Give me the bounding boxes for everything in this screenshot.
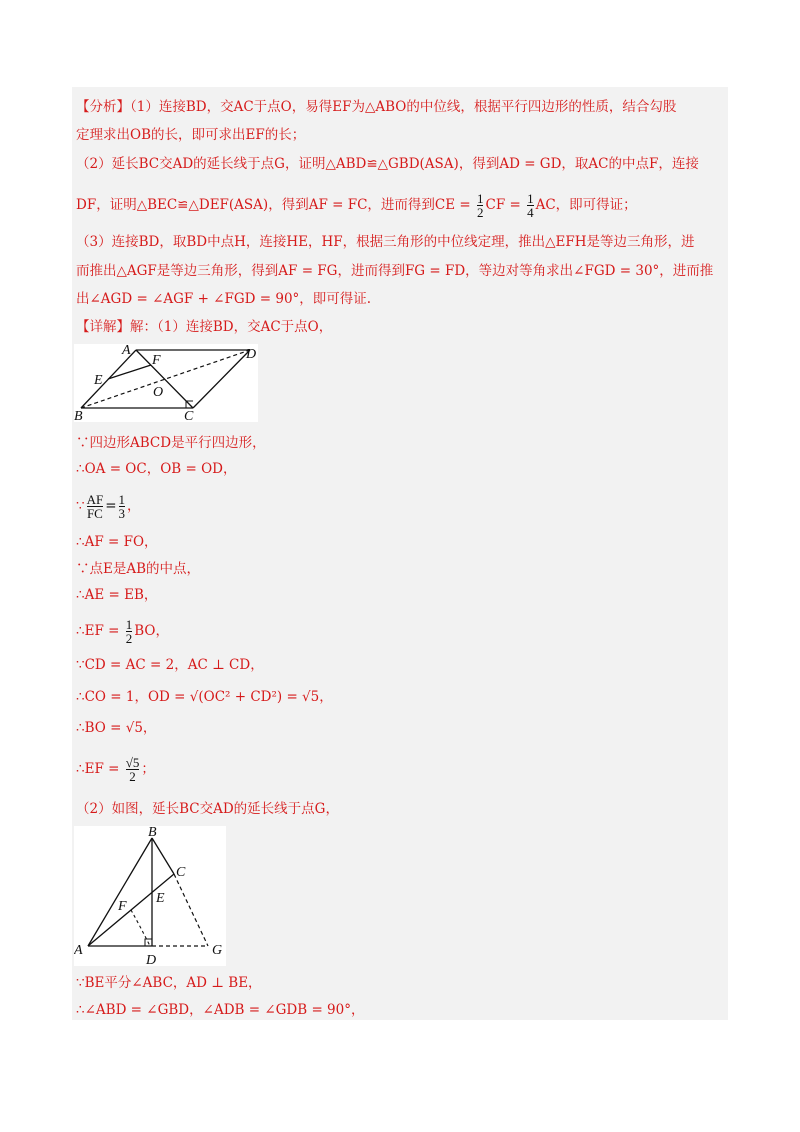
analysis-line-6: 而推出△AGF是等边三角形，得到AF = FG，进而得到FG = FD，等边对等角求出∠FGD = 30°，进而推 (76, 263, 714, 279)
label-D: D (146, 953, 157, 966)
step-11: ∴EF = $\frac{√5}{2}$ ； (76, 755, 155, 784)
part2-heading: （2）如图，延长BC交AD的延长线于点G， (76, 801, 339, 817)
analysis-line-4: DF，证明△BEC≌△DEF(ASA)，得到AF = FC，进而得到CE = $\frac{1}{2}$ CF = $\frac{1}{4}$ AC，即可得证； (76, 191, 637, 220)
fraction-quarter: $\frac{1}{4}$ (527, 191, 534, 220)
figure-triangle (74, 826, 226, 966)
fraction-root5-over-2: $\frac{√5}{2}$ (125, 755, 140, 784)
label-F: F (118, 899, 127, 914)
figure-parallelogram (74, 344, 258, 422)
label-B: B (74, 409, 83, 422)
label-E: E (94, 373, 103, 388)
fraction-third: $\frac{1}{3}$ (118, 492, 126, 521)
label-E: E (156, 891, 165, 906)
label-B: B (148, 826, 157, 840)
step-1: ∵四边形ABCD是平行四边形， (76, 435, 266, 451)
step-7: ∴EF = $\frac{1}{2}$ BO， (76, 617, 169, 646)
step-5: ∵点E是AB的中点， (76, 561, 201, 577)
analysis-tag: 【分析】 (76, 99, 130, 115)
analysis-line-3: （2）延长BC交AD的延长线于点G，证明△ABD≌△GBD(ASA)，得到AD = GD，取AC的中点F，连接 (76, 156, 699, 172)
step-12: ∵BE平分∠ABC，AD ⊥ BE， (76, 975, 262, 991)
label-C: C (184, 409, 194, 422)
analysis-line-7: 出∠AGD = ∠AGF + ∠FGD = 90°，即可得证. (76, 291, 372, 307)
step-3: ∵ $\frac{AF}{FC}$ = $\frac{1}{3}$ ， (76, 492, 141, 521)
solution-heading: 【详解】解：（1）连接BD，交AC于点O， (76, 319, 333, 335)
analysis-line-1: 【分析】（1）连接BD，交AC于点O，易得EF为△ABO的中位线，根据平行四边形的性质，结合勾股 (76, 99, 677, 115)
step-13: ∴∠ABD = ∠GBD，∠ADB = ∠GDB = 90°， (76, 1002, 365, 1018)
label-O: O (153, 385, 164, 400)
analysis-line-2: 定理求出OB的长，即可求出EF的长； (76, 127, 306, 143)
label-C: C (176, 865, 186, 880)
analysis-line-5: （3）连接BD，取BD中点H，连接HE，HF，根据三角形的中位线定理，推出△EFH是等边三角形，进 (76, 234, 695, 250)
step-10: ∴BO = √5， (76, 720, 157, 736)
label-G: G (212, 943, 223, 958)
fraction-af-fc: $\frac{AF}{FC}$ (86, 492, 104, 521)
step-2: ∴OA = OC，OB = OD， (76, 461, 237, 477)
step-4: ∴AF = FO， (76, 534, 158, 550)
step-8: ∵CD = AC = 2，AC ⊥ CD， (76, 657, 264, 673)
fraction-half: $\frac{1}{2}$ (476, 191, 484, 220)
label-A: A (74, 943, 83, 958)
step-9: ∴CO = 1，OD = √(OC² + CD²) = √5， (76, 689, 333, 705)
step-6: ∴AE = EB， (76, 587, 158, 603)
label-F: F (152, 353, 161, 368)
label-A: A (122, 344, 131, 358)
fraction-half-2: $\frac{1}{2}$ (125, 617, 133, 646)
label-D: D (246, 347, 257, 362)
